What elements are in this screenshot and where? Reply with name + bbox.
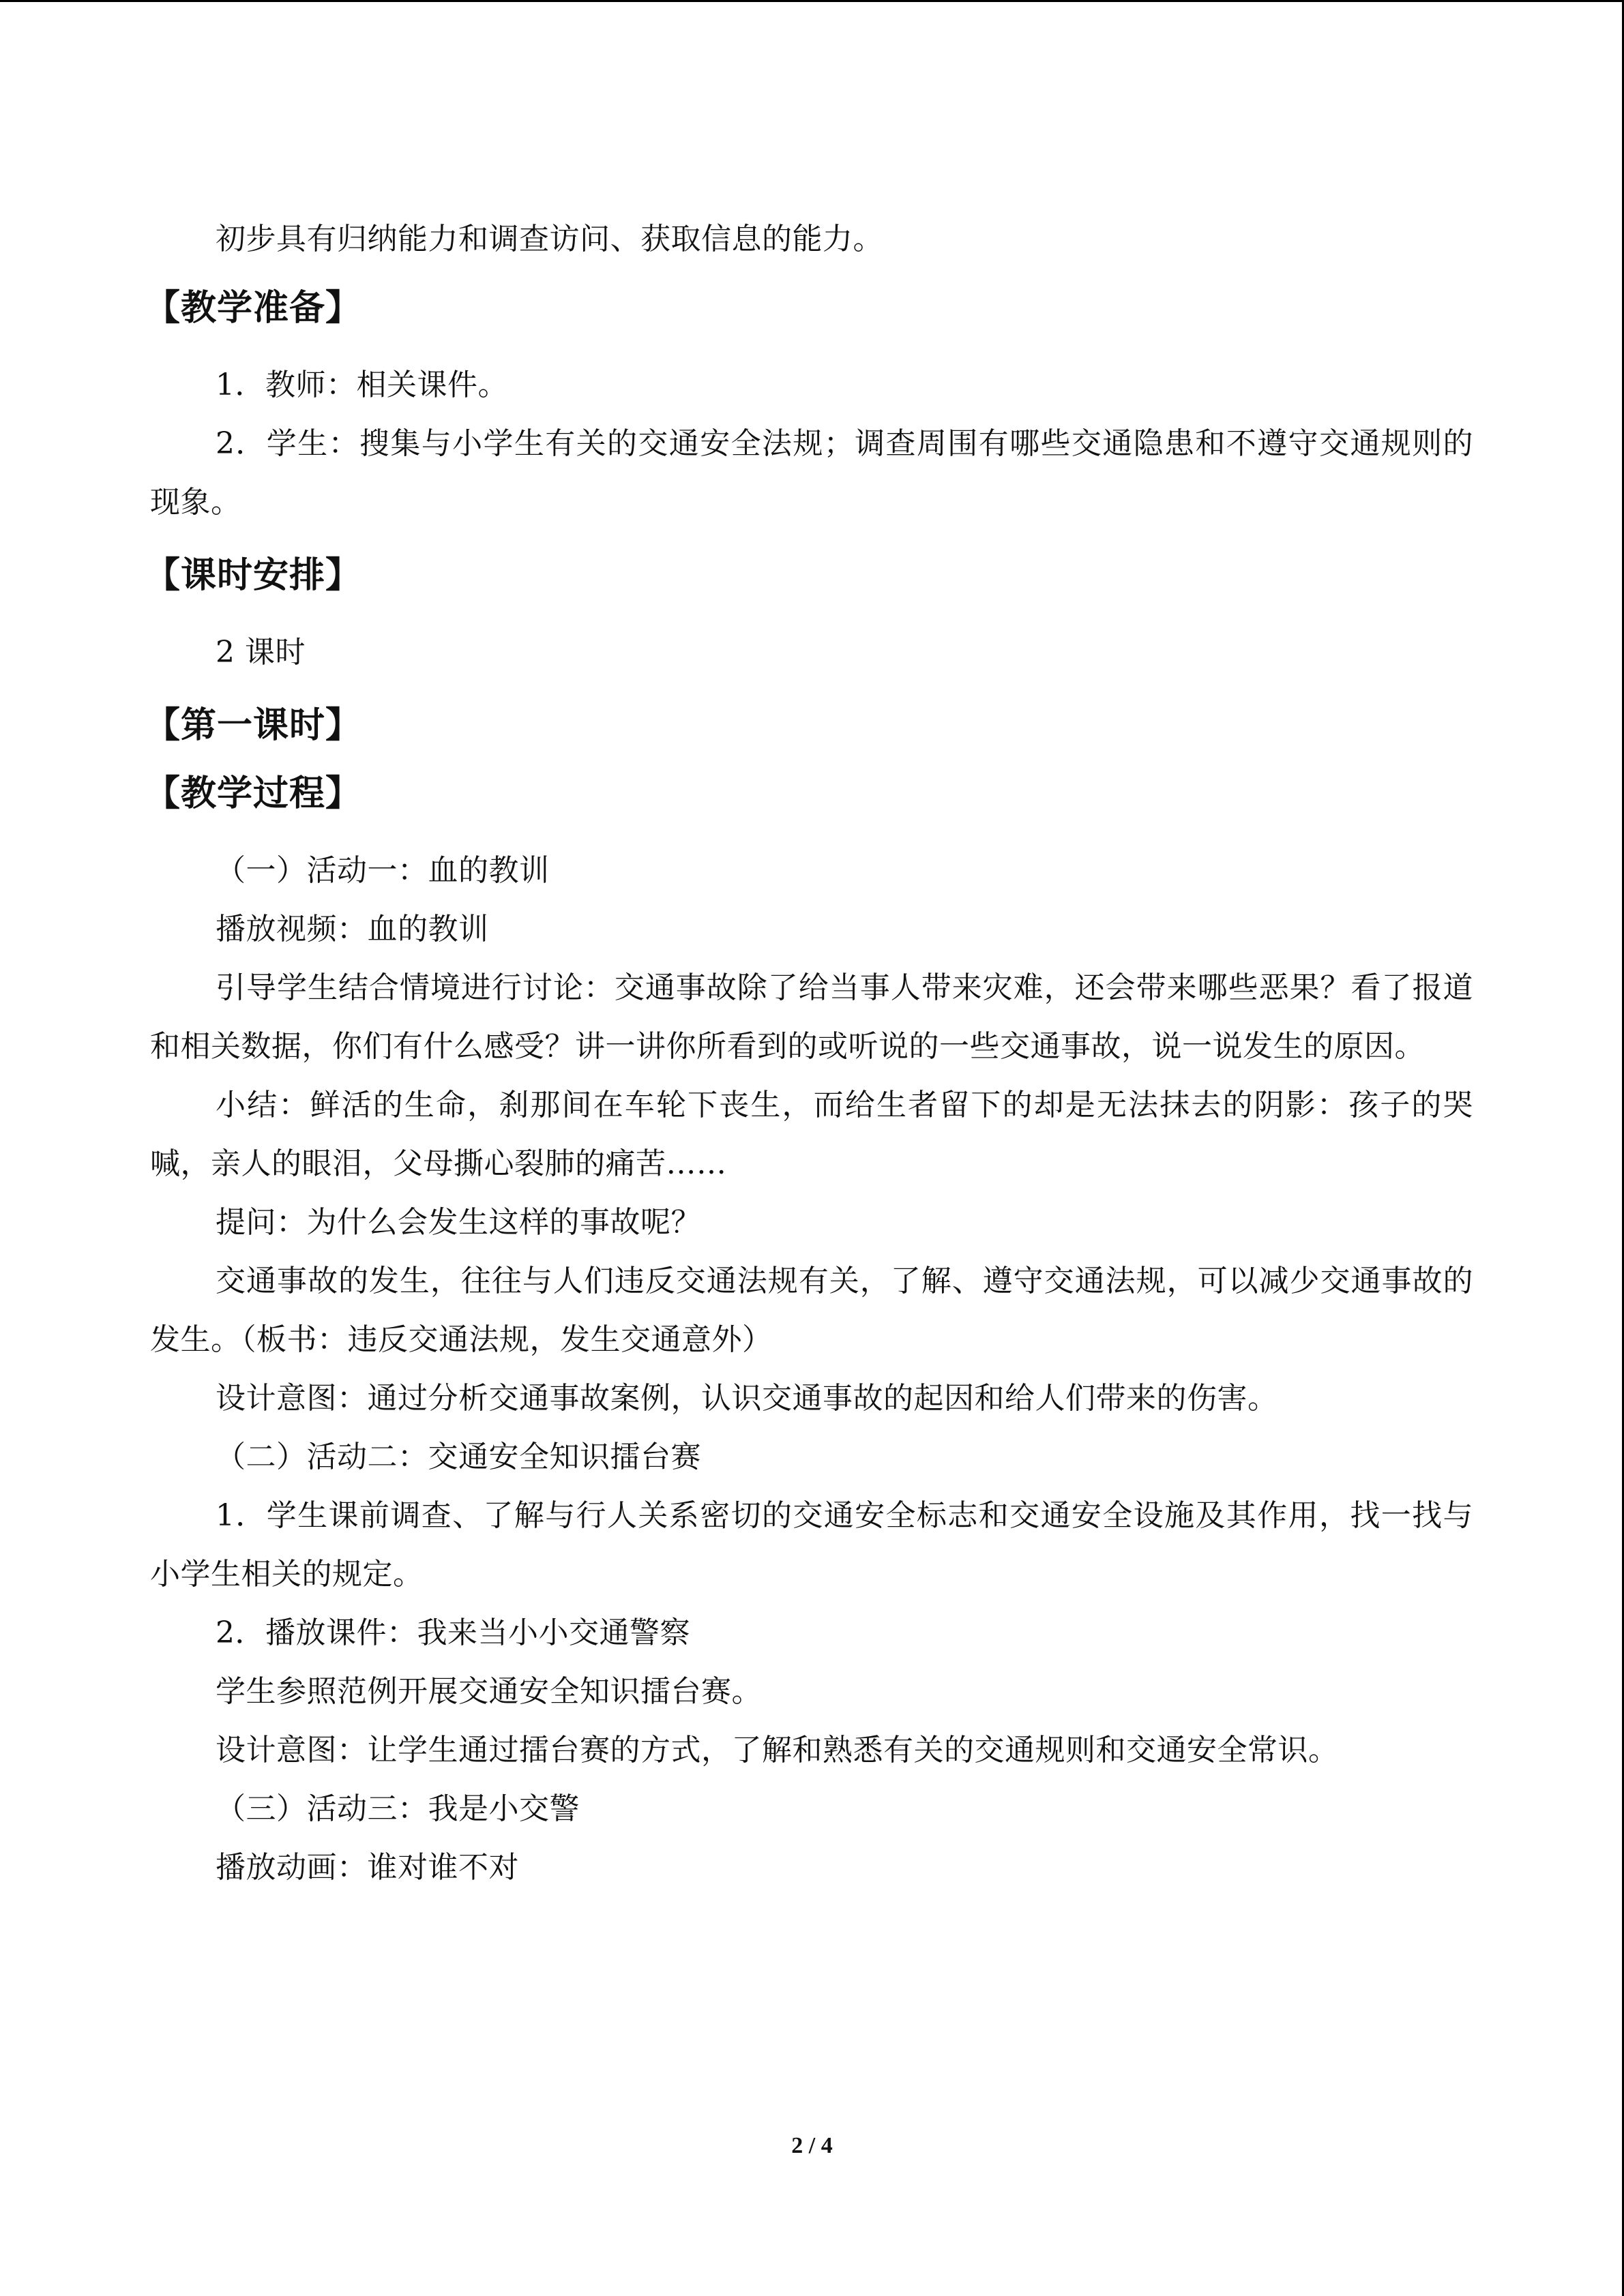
paragraph-activity3-title: （三）活动三：我是小交警	[216, 1791, 580, 1826]
paragraph-prep-student: 2．学生：搜集与小学生有关的交通安全法规；调查周围有哪些交通隐患和不遵守交通规则的现象。	[150, 426, 1473, 520]
document-body	[145, 210, 1473, 1897]
paragraph-activity2-contest: 学生参照范例开展交通安全知识擂台赛。	[216, 1674, 762, 1709]
paragraph-activity2-courseware: 2．播放课件：我来当小小交通警察	[216, 1615, 690, 1650]
paragraph-activity2-survey: 1．学生课前调查、了解与行人关系密切的交通安全标志和交通安全设施及其作用，找一找与小学生相关的规定。	[150, 1498, 1473, 1592]
paragraph-prep-teacher: 1．教师：相关课件。	[216, 368, 508, 402]
paragraph-activity1-question: 提问：为什么会发生这样的事故呢？	[216, 1205, 701, 1240]
paragraph-activity1-intent: 设计意图：通过分析交通事故案例，认识交通事故的起因和给人们带来的伤害。	[216, 1381, 1278, 1416]
paragraph-activity1-answer: 交通事故的发生，往往与人们违反交通法规有关，了解、遵守交通法规，可以减少交通事故的发生。（板书：违反交通法规，发生交通意外）	[150, 1264, 1473, 1357]
paragraph-hours: 2 课时	[216, 635, 306, 670]
paragraph-intro: 初步具有归纳能力和调查访问、获取信息的能力。	[216, 222, 883, 256]
paragraph-activity1-video: 播放视频：血的教训	[216, 912, 489, 946]
heading-teaching-prep: 【教学准备】	[145, 288, 362, 329]
heading-schedule: 【课时安排】	[145, 555, 362, 596]
heading-lesson-one: 【第一课时】	[145, 705, 362, 746]
paragraph-activity2-intent: 设计意图：让学生通过擂台赛的方式，了解和熟悉有关的交通规则和交通安全常识。	[216, 1733, 1339, 1768]
page-number: 2 / 4	[791, 2133, 833, 2158]
paragraph-activity1-summary: 小结：鲜活的生命，刹那间在车轮下丧生，而给生者留下的却是无法抹去的阴影：孩子的哭喊，亲人的眼泪，父母撕心裂肺的痛苦……	[150, 1088, 1473, 1181]
paragraph-activity1-discussion: 引导学生结合情境进行讨论：交通事故除了给当事人带来灾难，还会带来哪些恶果？看了报道和相关数据，你们有什么感受？讲一讲你所看到的或听说的一些交通事故，说一说发生的原因。	[150, 970, 1473, 1064]
heading-teaching-process: 【教学过程】	[145, 773, 362, 814]
paragraph-activity2-title: （二）活动二：交通安全知识擂台赛	[216, 1440, 701, 1474]
paragraph-activity1-title: （一）活动一：血的教训	[216, 853, 550, 888]
paragraph-activity3-animation: 播放动画：谁对谁不对	[216, 1850, 519, 1885]
